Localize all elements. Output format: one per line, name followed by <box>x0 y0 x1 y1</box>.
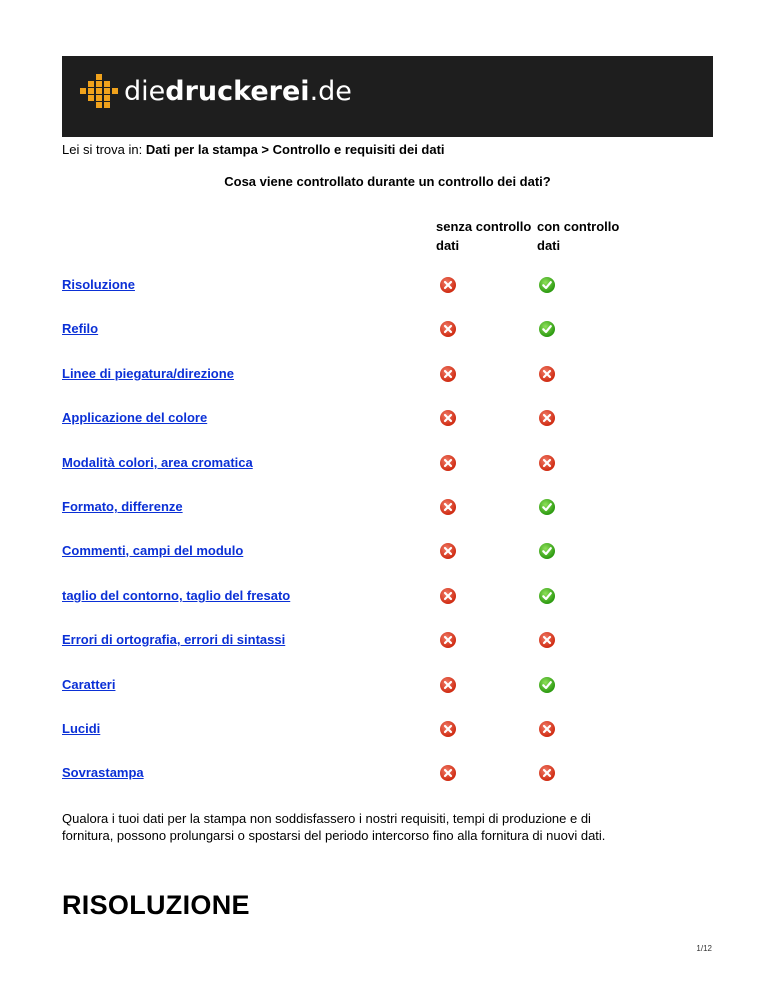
row-link[interactable]: Sovrastampa <box>62 765 144 780</box>
row-link[interactable]: Commenti, campi del modulo <box>62 543 244 558</box>
row-link[interactable]: Errori di ortografia, errori di sintassi <box>62 632 286 647</box>
table-row <box>62 721 713 741</box>
cross-icon <box>539 366 555 382</box>
page-number: 1/12 <box>696 944 712 953</box>
cross-icon <box>539 765 555 781</box>
check-icon <box>539 277 555 293</box>
check-icon <box>539 543 555 559</box>
row-link[interactable]: Applicazione del colore <box>62 410 208 425</box>
cross-icon <box>440 366 456 382</box>
logo-pixel-icon <box>80 74 118 108</box>
cross-icon <box>440 410 456 426</box>
table-row <box>62 277 713 297</box>
table-row <box>62 366 713 386</box>
cross-icon <box>440 499 456 515</box>
info-paragraph: Qualora i tuoi dati per la stampa non soddisfassero i nostri requisiti, tempi di produzione e di fornitura, possono prolungarsi o spostarsi del periodo intercorso fino alla fornitura di nuovi dati. <box>62 811 606 843</box>
table-row <box>62 632 713 652</box>
cross-icon <box>440 765 456 781</box>
table-row <box>62 499 713 519</box>
cross-icon <box>539 721 555 737</box>
cross-icon <box>539 455 555 471</box>
check-icon <box>539 677 555 693</box>
column-header-without-check: senza controllo dati <box>436 219 532 253</box>
site-header <box>62 56 713 137</box>
site-logo[interactable] <box>80 74 352 108</box>
table-question: Cosa viene controllato durante un controllo dei dati? <box>224 174 551 189</box>
cross-icon <box>440 677 456 693</box>
cross-icon <box>539 632 555 648</box>
cross-icon <box>440 321 456 337</box>
table-row <box>62 588 713 608</box>
table-row <box>62 677 713 697</box>
row-link[interactable]: Lucidi <box>62 721 101 736</box>
table-row <box>62 765 713 785</box>
table-row <box>62 543 713 563</box>
cross-icon <box>440 455 456 471</box>
breadcrumb-path: Dati per la stampa > Controllo e requisiti dei dati <box>145 142 445 157</box>
cross-icon <box>440 588 456 604</box>
cross-icon <box>440 277 456 293</box>
cross-icon <box>440 543 456 559</box>
cross-icon <box>440 721 456 737</box>
row-link[interactable]: taglio del contorno, taglio del fresato <box>62 588 291 603</box>
cross-icon <box>539 410 555 426</box>
breadcrumb-prefix: Lei si trova in: <box>62 142 146 157</box>
cross-icon <box>440 632 456 648</box>
table-row <box>62 410 713 430</box>
row-link[interactable]: Formato, differenze <box>62 499 183 514</box>
row-link[interactable]: Linee di piegatura/direzione <box>62 366 234 381</box>
row-link[interactable]: Modalità colori, area cromatica <box>62 455 253 470</box>
check-icon <box>539 499 555 515</box>
section-title: RISOLUZIONE <box>62 890 250 920</box>
row-link[interactable]: Refilo <box>62 321 99 336</box>
table-row <box>62 455 713 475</box>
column-header-with-check: con controllo dati <box>537 219 620 253</box>
row-link[interactable]: Risoluzione <box>62 277 135 292</box>
check-icon <box>539 588 555 604</box>
row-link[interactable]: Caratteri <box>62 677 116 692</box>
breadcrumb <box>62 142 445 157</box>
check-icon <box>539 321 555 337</box>
table-row <box>62 321 713 341</box>
logo-wordmark: diedruckerei.de <box>124 75 352 107</box>
